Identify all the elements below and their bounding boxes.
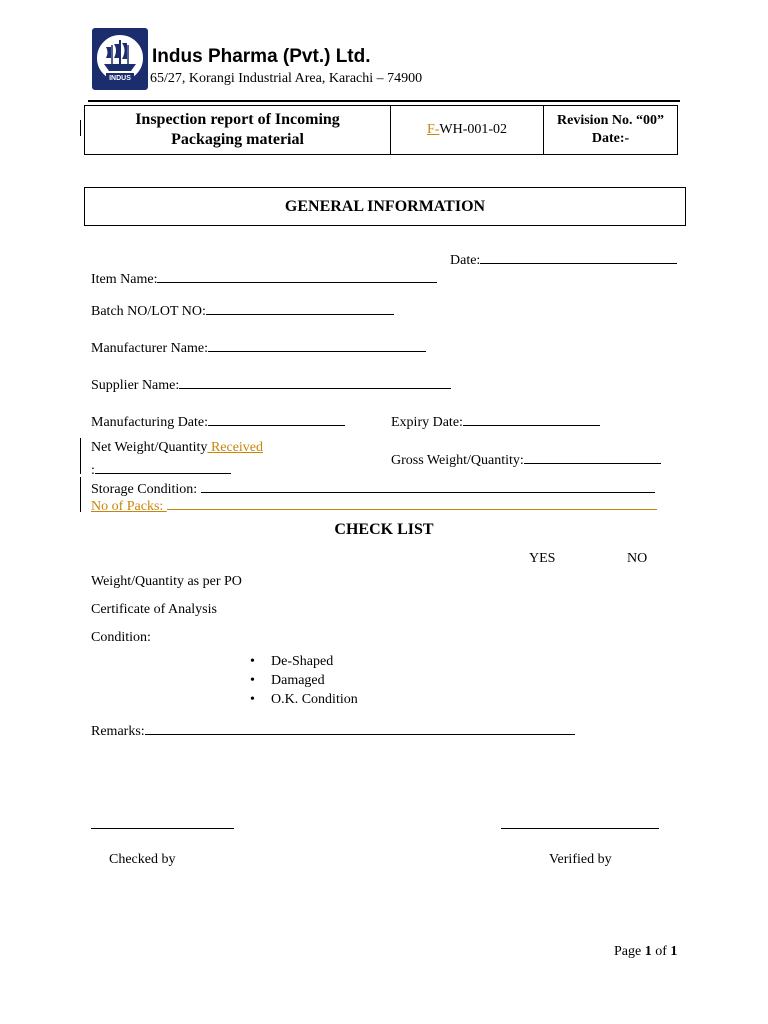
mfg-date-line[interactable] xyxy=(208,411,345,426)
net-weight-field[interactable] xyxy=(91,459,231,479)
item-name-field[interactable] xyxy=(91,268,437,288)
no-column-header: NO xyxy=(627,551,648,566)
ship-logo-icon xyxy=(94,30,146,88)
net-weight-line[interactable] xyxy=(95,459,231,474)
manufacturer-label: Manufacturer Name: xyxy=(91,341,208,356)
remarks-field[interactable] xyxy=(91,720,575,740)
general-date-label: Date: xyxy=(450,253,481,268)
document-title xyxy=(85,106,391,155)
batch-line[interactable] xyxy=(206,300,394,315)
checklist-heading: CHECK LIST xyxy=(334,521,434,538)
supplier-field[interactable] xyxy=(91,374,451,394)
page-of: of xyxy=(651,944,671,959)
document-code xyxy=(391,106,544,155)
change-bar xyxy=(80,438,81,474)
storage-line[interactable] xyxy=(201,478,655,493)
company-logo xyxy=(92,28,148,90)
condition-damaged: • Damaged xyxy=(250,671,358,690)
supplier-line[interactable] xyxy=(179,374,451,389)
change-bar xyxy=(80,477,81,512)
revision-date: Date:- xyxy=(591,131,630,146)
mfg-date-label: Manufacturing Date: xyxy=(91,415,209,430)
expiry-date-line[interactable] xyxy=(463,411,600,426)
condition-deshaped: • De-Shaped xyxy=(250,652,358,671)
revision-number: Revision No. “00” xyxy=(557,113,664,128)
document-info-table xyxy=(84,105,678,155)
condition-ok: • O.K. Condition xyxy=(250,690,358,709)
general-date-line[interactable] xyxy=(480,249,677,264)
document-title-line2: Packaging material xyxy=(171,131,304,148)
packs-field[interactable] xyxy=(91,495,657,515)
company-name: Indus Pharma (Pvt.) Ltd. xyxy=(152,46,371,67)
verified-by-signature-line[interactable] xyxy=(501,828,659,829)
packs-line[interactable] xyxy=(167,495,657,510)
general-information-heading: GENERAL INFORMATION xyxy=(84,187,686,226)
expiry-date-field[interactable] xyxy=(391,411,600,431)
logo-text: INDUS xyxy=(109,75,131,82)
page-number xyxy=(614,944,677,960)
batch-label: Batch NO/LOT NO: xyxy=(91,304,206,319)
gross-weight-line[interactable] xyxy=(524,449,661,464)
gross-weight-label: Gross Weight/Quantity: xyxy=(391,453,524,468)
storage-label: Storage Condition: xyxy=(91,482,201,497)
document-code-suffix: WH-001-02 xyxy=(439,122,508,137)
batch-field[interactable] xyxy=(91,300,394,320)
page-current: 1 xyxy=(644,944,652,959)
net-weight-label: Net Weight/Quantity xyxy=(91,440,208,455)
revision-cell xyxy=(544,106,678,155)
document-title-line1: Inspection report of Incoming xyxy=(135,111,340,128)
net-weight-label-line xyxy=(91,440,263,456)
checklist-item-weight: Weight/Quantity as per PO xyxy=(91,574,242,589)
packs-label: No of Packs: xyxy=(91,499,167,514)
checklist-item-coa: Certificate of Analysis xyxy=(91,602,217,617)
condition-list xyxy=(250,652,358,709)
remarks-label: Remarks: xyxy=(91,724,145,739)
page-total: 1 xyxy=(670,944,678,959)
expiry-date-label: Expiry Date: xyxy=(391,415,463,430)
page-prefix: Page xyxy=(614,944,645,959)
company-address: 65/27, Korangi Industrial Area, Karachi – 74900 xyxy=(150,71,423,86)
checked-by-label: Checked by xyxy=(109,852,176,867)
header-divider xyxy=(88,100,680,102)
item-name-label: Item Name: xyxy=(91,272,158,287)
document-code-prefix: F- xyxy=(426,122,440,137)
yes-column-header: YES xyxy=(529,551,556,566)
checked-by-signature-line[interactable] xyxy=(91,828,234,829)
mfg-date-field[interactable] xyxy=(91,411,345,431)
general-date-field[interactable] xyxy=(450,249,677,269)
manufacturer-field[interactable] xyxy=(91,337,426,357)
item-name-line[interactable] xyxy=(157,268,437,283)
change-bar xyxy=(80,120,81,136)
supplier-label: Supplier Name: xyxy=(91,378,180,393)
net-weight-colon: : xyxy=(91,463,95,478)
remarks-line[interactable] xyxy=(145,720,575,735)
checklist-item-condition: Condition: xyxy=(91,630,151,645)
net-weight-received: Received xyxy=(207,440,264,455)
verified-by-label: Verified by xyxy=(549,852,612,867)
manufacturer-line[interactable] xyxy=(208,337,426,352)
gross-weight-field[interactable] xyxy=(391,449,661,469)
